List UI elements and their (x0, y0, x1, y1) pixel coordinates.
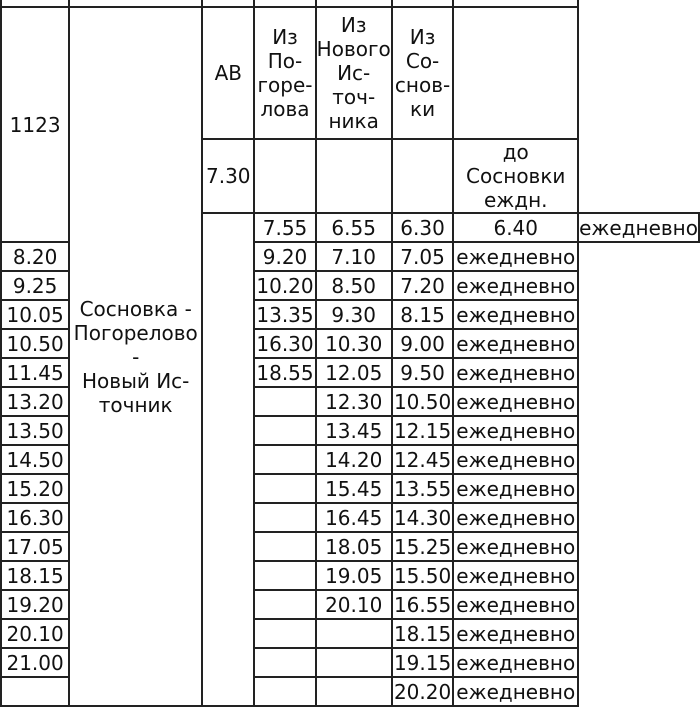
frequency-note: ежедневно (453, 300, 578, 329)
time-from-sosnovka: 6.40 (453, 213, 578, 242)
time-av: 14.50 (1, 445, 69, 474)
time-from-pogorelovo (254, 503, 315, 532)
time-av: 13.50 (1, 416, 69, 445)
time-av: 7.55 (254, 213, 315, 242)
first-nov-time (316, 139, 392, 213)
route-name: Сосновка - Погорелово - Новый Ис- точник (69, 7, 202, 706)
time-from-novy-istochnik (316, 677, 392, 706)
time-from-novy-istochnik: 19.05 (316, 561, 392, 590)
time-from-pogorelovo: 6.55 (316, 213, 392, 242)
frequency-note: ежедневно (453, 271, 578, 300)
header-from-pogorelovo: Из По- горе- лова (254, 7, 315, 139)
time-av: 18.15 (1, 561, 69, 590)
time-from-sosnovka: 7.05 (392, 242, 454, 271)
time-av: 11.45 (1, 358, 69, 387)
time-from-sosnovka: 15.25 (392, 532, 454, 561)
time-from-sosnovka: 19.15 (392, 648, 454, 677)
time-from-sosnovka: 16.55 (392, 590, 454, 619)
time-from-pogorelovo (254, 416, 315, 445)
time-av (1, 677, 69, 706)
time-from-pogorelovo (254, 648, 315, 677)
frequency-note: ежедневно (453, 677, 578, 706)
time-from-novy-istochnik (316, 648, 392, 677)
time-av: 13.20 (1, 387, 69, 416)
time-from-pogorelovo (254, 677, 315, 706)
header-from-novy-istochnik: Из Нового Ис- точ- ника (316, 7, 392, 139)
time-from-novy-istochnik: 12.30 (316, 387, 392, 416)
time-from-novy-istochnik: 8.50 (316, 271, 392, 300)
frequency-note: ежедневно (453, 387, 578, 416)
time-from-pogorelovo: 13.35 (254, 300, 315, 329)
time-av: 10.50 (1, 329, 69, 358)
first-sos-time (392, 139, 454, 213)
time-from-sosnovka: 14.30 (392, 503, 454, 532)
time-from-novy-istochnik: 6.30 (392, 213, 454, 242)
header-from-sosnovka: Из Со- снов- ки (392, 7, 454, 139)
time-from-pogorelovo (254, 387, 315, 416)
time-from-pogorelovo: 10.20 (254, 271, 315, 300)
time-from-sosnovka: 8.15 (392, 300, 454, 329)
frequency-note: ежедневно (453, 474, 578, 503)
time-from-sosnovka: 10.50 (392, 387, 454, 416)
time-from-pogorelovo (254, 619, 315, 648)
time-from-sosnovka: 18.15 (392, 619, 454, 648)
time-from-novy-istochnik: 13.45 (316, 416, 392, 445)
time-from-pogorelovo (254, 445, 315, 474)
time-from-pogorelovo: 18.55 (254, 358, 315, 387)
time-from-pogorelovo (254, 474, 315, 503)
time-from-sosnovka: 15.50 (392, 561, 454, 590)
frequency-note: ежедневно (453, 358, 578, 387)
header-av: АВ (202, 7, 254, 139)
time-from-sosnovka: 13.55 (392, 474, 454, 503)
first-note: до Сосновки еждн. (453, 139, 578, 213)
time-from-sosnovka: 9.00 (392, 329, 454, 358)
time-from-novy-istochnik: 16.45 (316, 503, 392, 532)
header-row (1, 7, 699, 139)
time-av: 9.25 (1, 271, 69, 300)
time-from-novy-istochnik: 10.30 (316, 329, 392, 358)
frequency-note: ежедневно (453, 329, 578, 358)
time-from-novy-istochnik: 20.10 (316, 590, 392, 619)
time-from-novy-istochnik: 14.20 (316, 445, 392, 474)
time-av: 20.10 (1, 619, 69, 648)
time-from-novy-istochnik: 15.45 (316, 474, 392, 503)
time-from-sosnovka: 20.20 (392, 677, 454, 706)
frequency-note: ежедневно (453, 532, 578, 561)
frequency-note: ежедневно (453, 590, 578, 619)
time-av: 17.05 (1, 532, 69, 561)
time-av: 19.20 (1, 590, 69, 619)
frequency-note: ежедневно (453, 445, 578, 474)
time-from-novy-istochnik: 9.30 (316, 300, 392, 329)
frequency-note: ежедневно (453, 619, 578, 648)
time-av: 15.20 (1, 474, 69, 503)
time-from-pogorelovo: 9.20 (254, 242, 315, 271)
time-from-sosnovka: 7.20 (392, 271, 454, 300)
time-from-pogorelovo (254, 532, 315, 561)
frequency-note: ежедневно (453, 416, 578, 445)
time-from-pogorelovo: 16.30 (254, 329, 315, 358)
frequency-note: ежедневно (578, 213, 699, 242)
time-from-novy-istochnik: 7.10 (316, 242, 392, 271)
time-from-sosnovka: 12.45 (392, 445, 454, 474)
first-pog-time (254, 139, 315, 213)
frequency-note: ежедневно (453, 503, 578, 532)
time-av: 8.20 (1, 242, 69, 271)
time-av: 16.30 (1, 503, 69, 532)
frequency-note: ежедневно (453, 648, 578, 677)
time-from-novy-istochnik: 12.05 (316, 358, 392, 387)
frequency-note: ежедневно (453, 242, 578, 271)
frequency-note: ежедневно (453, 561, 578, 590)
time-from-pogorelovo (254, 590, 315, 619)
time-from-novy-istochnik (316, 619, 392, 648)
time-av: 10.05 (1, 300, 69, 329)
route-number: 1123 (1, 7, 69, 242)
first-av-time: 7.30 (202, 139, 254, 213)
route-number-column-cell (202, 213, 254, 706)
time-from-novy-istochnik: 18.05 (316, 532, 392, 561)
time-from-sosnovka: 12.15 (392, 416, 454, 445)
header-note (453, 7, 578, 139)
time-from-pogorelovo (254, 561, 315, 590)
time-av: 21.00 (1, 648, 69, 677)
top-stub-row (1, 0, 699, 7)
time-from-sosnovka: 9.50 (392, 358, 454, 387)
